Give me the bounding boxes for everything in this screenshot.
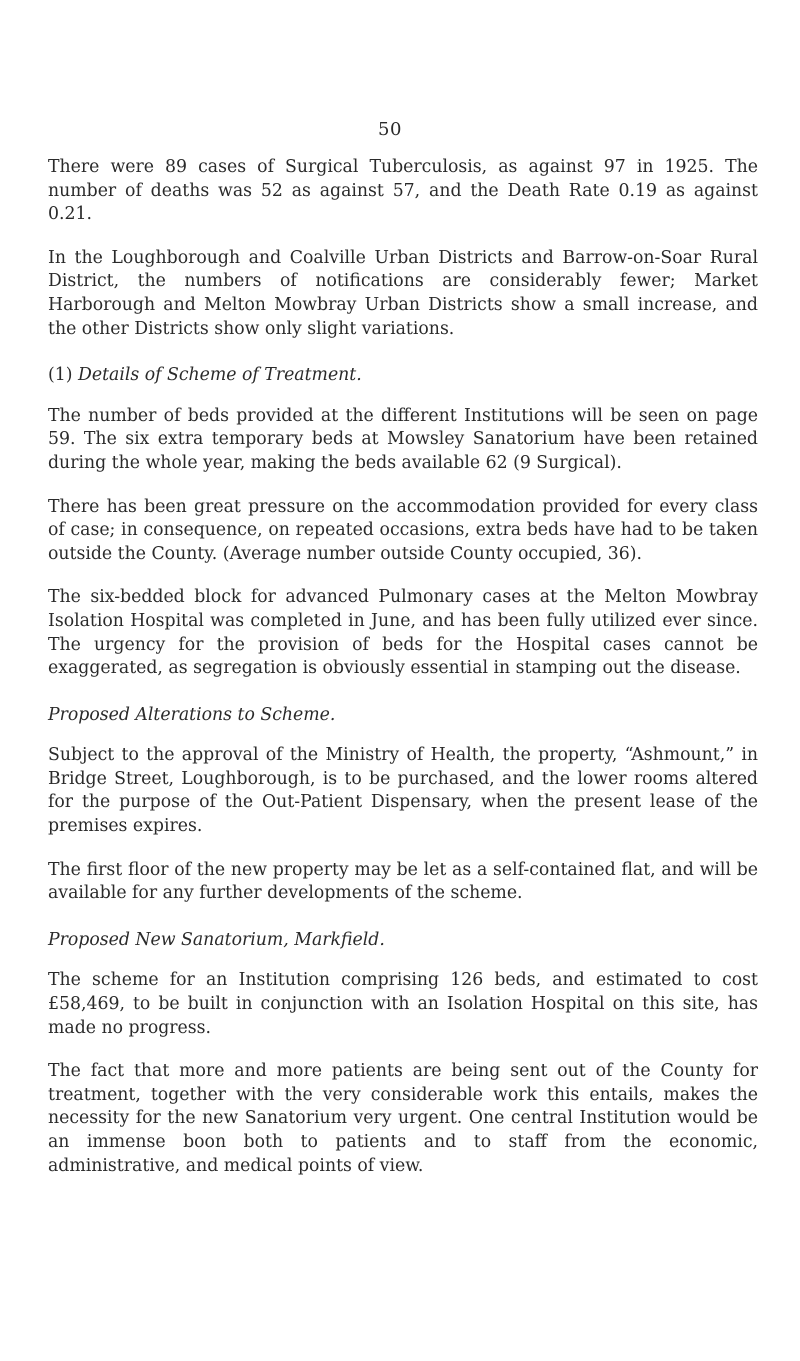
paragraph-beds-provided: The number of beds provided at the different Institutions will be seen on page 59. The six extra temporary beds at Mowsley Sanatorium have been retained during the whole year, making the beds available 62 (9 Surgical). xyxy=(48,405,758,473)
document-body xyxy=(48,156,758,1178)
paragraph-ashmount-property: Subject to the approval of the Ministry of Health, the property, “Ashmount,” in Bridge Street, Loughborough, is to be purchased, and the lower rooms altered for the purpose of the Out-Patient Dispensary, when the present lease of the premises expires. xyxy=(48,745,758,837)
heading-details-text: Details of Scheme of Treatment. xyxy=(77,365,362,386)
heading-proposed-alterations: Proposed Alterations to Scheme. xyxy=(48,704,336,725)
heading-new-sanatorium-markfield: Proposed New Sanatorium, Markfield. xyxy=(48,929,385,950)
page-number: 50 xyxy=(378,119,402,140)
paragraph-first-floor-flat: The first floor of the new property may be let as a self-contained flat, and will be available for any further developments of the scheme. xyxy=(48,859,758,904)
paragraph-district-notifications: In the Loughborough and Coalville Urban Districts and Barrow-on-Soar Rural District, the numbers of notifications are considerably fewer; Market Harborough and Melton Mowbray Urban Districts show a small increase, and the other Districts show only slight variations. xyxy=(48,247,758,339)
paragraph-markfield-scheme: The scheme for an Institution comprising 126 beds, and estimated to cost £58,469, to be built in conjunction with an Isolation Hospital on this site, has made no progress. xyxy=(48,970,758,1038)
heading-number: (1) xyxy=(48,365,73,386)
paragraph-accommodation-pressure: There has been great pressure on the accommodation provided for every class of case; in consequence, on repeated occasions, extra beds have had to be taken outside the County. (Average number outside County occupied, 36). xyxy=(48,496,758,564)
heading-details-of-scheme xyxy=(48,364,758,388)
paragraph-sanatorium-urgency: The fact that more and more patients are being sent out of the County for treatment, together with the very considerable work this entails, makes the necessity for the new Sanatorium very urgent. One central Institution would be an immense boon both to patients and to staff from the economic, administrative, and medical points of view. xyxy=(48,1061,758,1176)
paragraph-six-bedded-block: The six-bedded block for advanced Pulmonary cases at the Melton Mowbray Isolation Hospital was completed in June, and has been fully utilized ever since. The urgency for the provision of beds for the Hospital cases cannot be exaggerated, as segregation is obviously essential in stamping out the disease. xyxy=(48,587,758,679)
paragraph-surgical-tuberculosis: There were 89 cases of Surgical Tuberculosis, as against 97 in 1925. The number of deaths was 52 as against 57, and the Death Rate 0.19 as against 0.21. xyxy=(48,157,758,225)
